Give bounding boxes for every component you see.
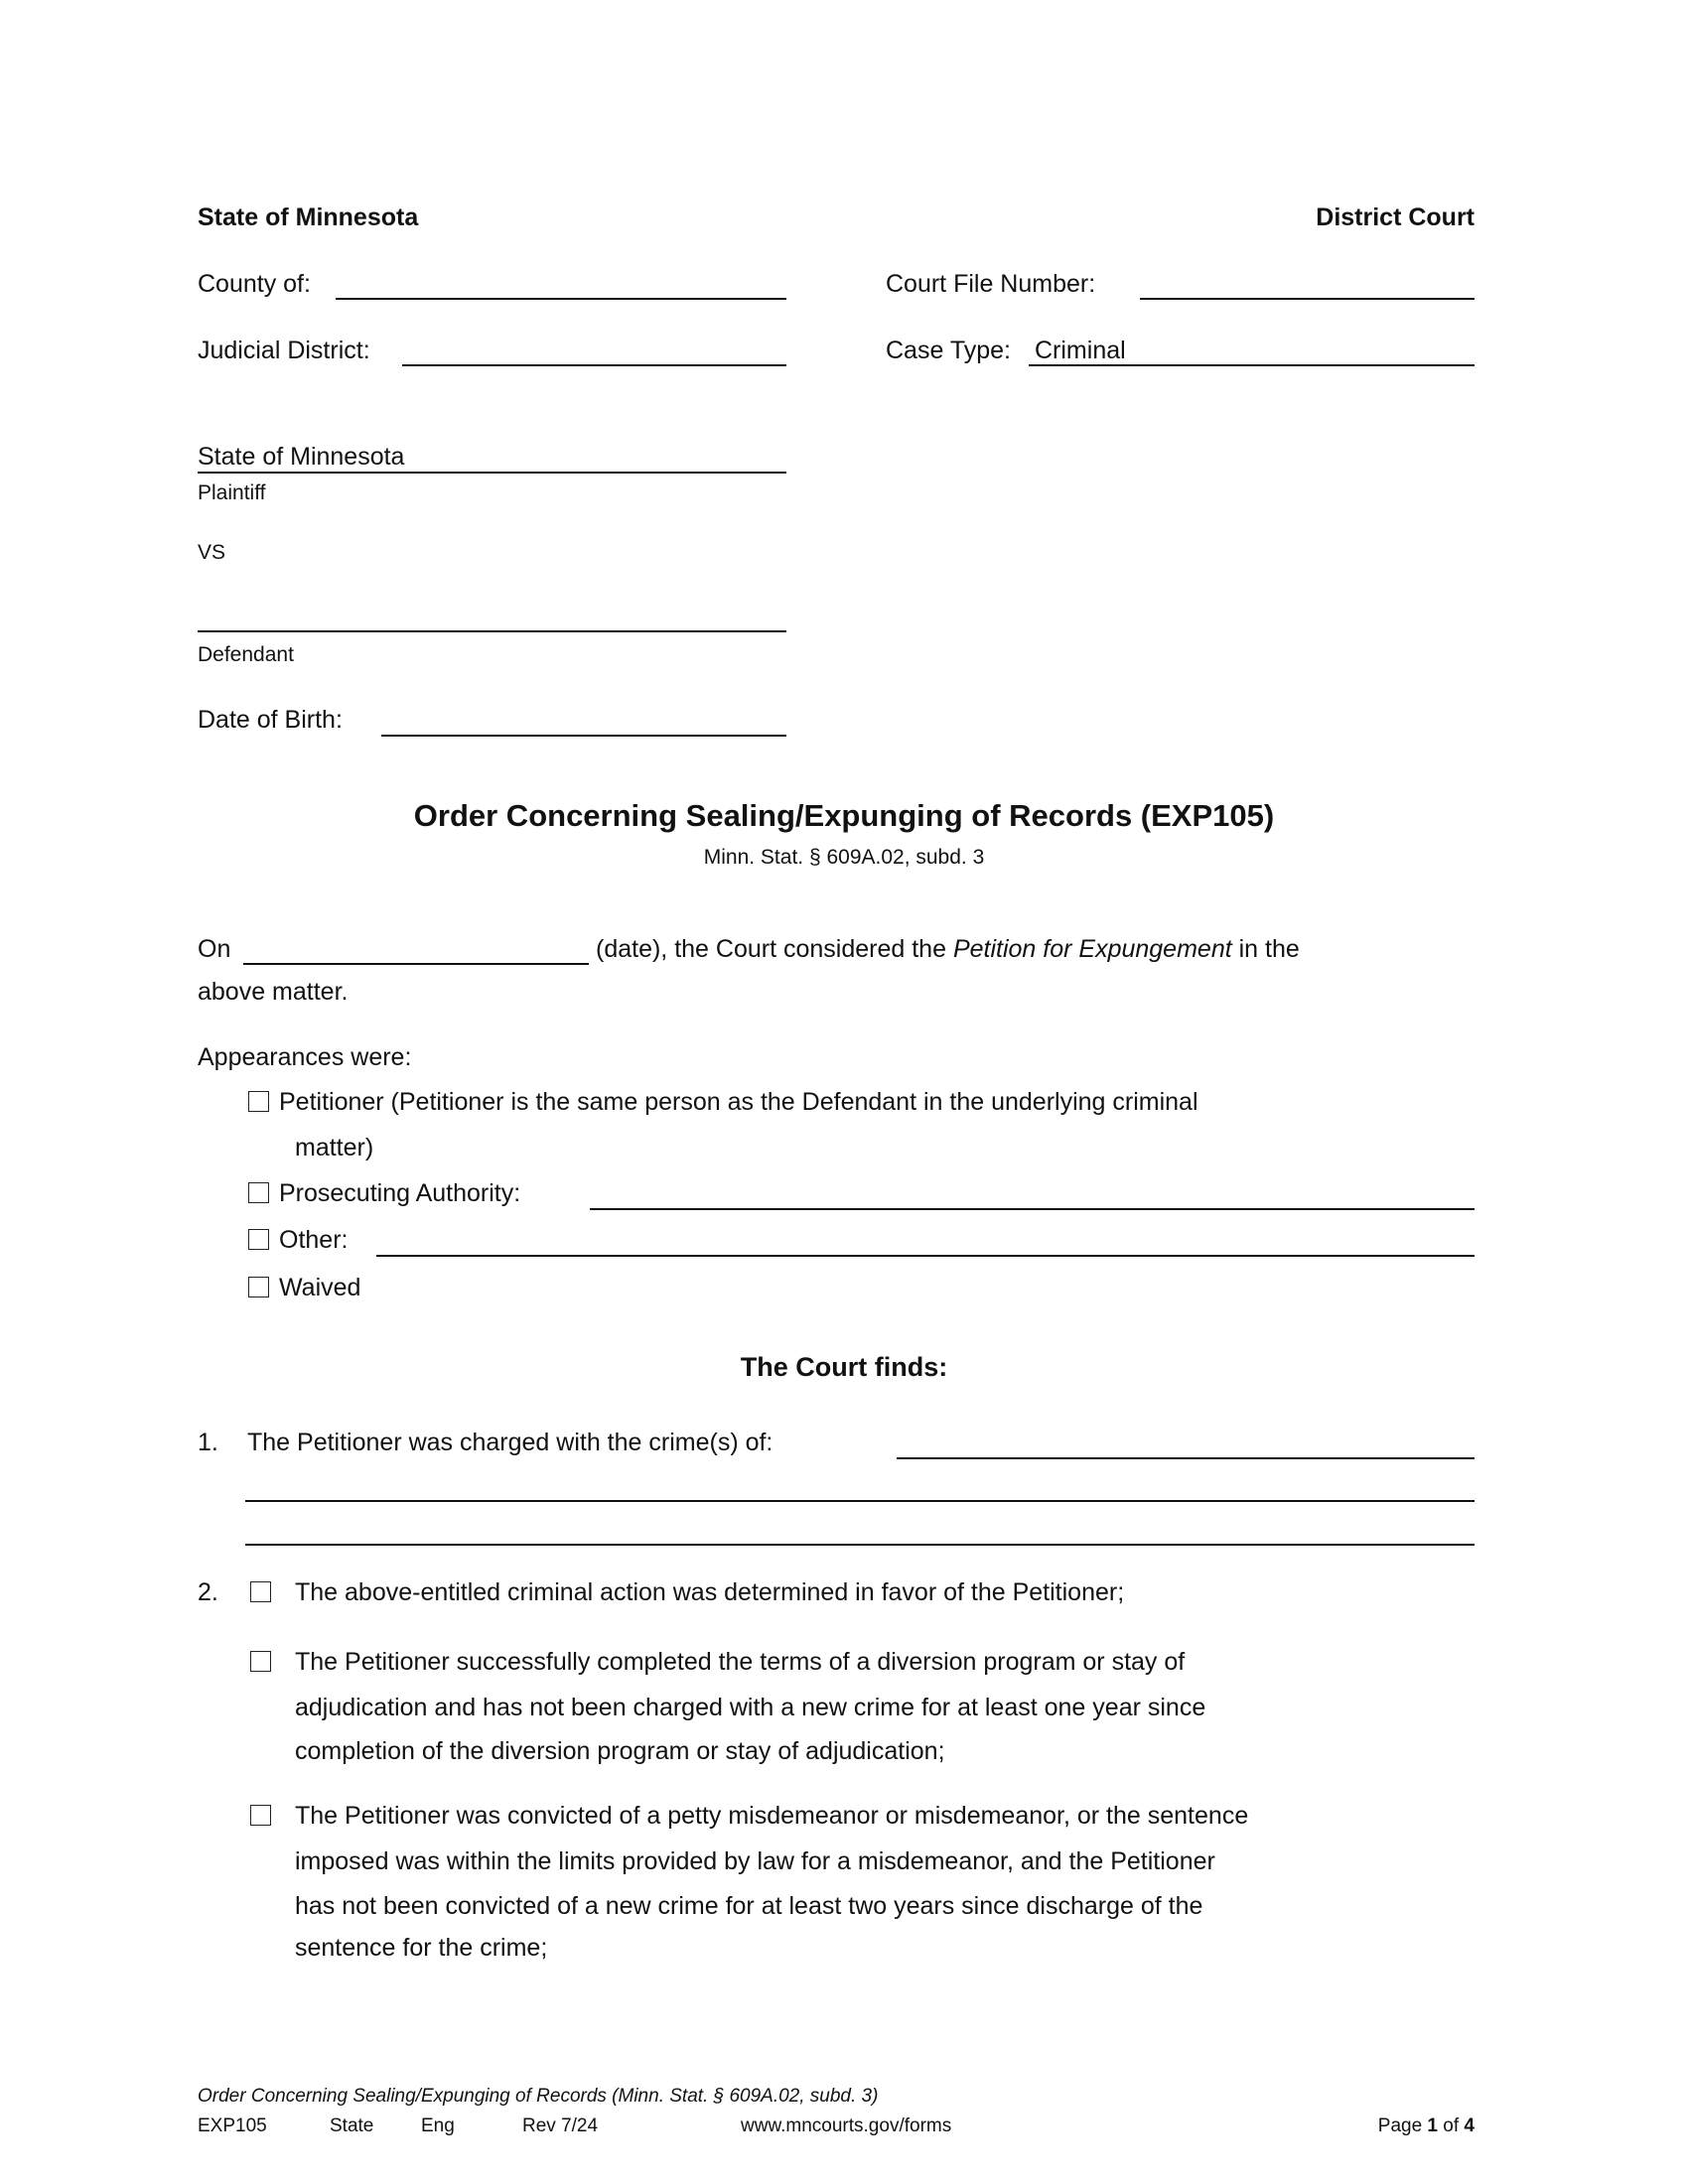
misdemeanor-line1: The Petitioner was convicted of a petty misdemeanor or misdemeanor, or the sentence <box>295 1802 1249 1830</box>
prosecuting-option[interactable]: Prosecuting Authority: <box>248 1178 520 1208</box>
judicial-district-field[interactable] <box>402 364 786 366</box>
plaintiff-field[interactable] <box>198 472 786 474</box>
footer-page-number: Page 1 of 4 <box>1377 2116 1475 2136</box>
date-field[interactable] <box>243 963 589 965</box>
statute-subtitle: Minn. Stat. § 609A.02, subd. 3 <box>703 846 985 869</box>
footer-title: Order Concerning Sealing/Expunging of Records (Minn. Stat. § 609A.02, subd. 3) <box>198 2086 879 2107</box>
footer-url[interactable]: www.mncourts.gov/forms <box>741 2116 952 2136</box>
prosecuting-checkbox[interactable] <box>248 1182 269 1203</box>
footer-state: State <box>330 2116 374 2136</box>
appearances-label: Appearances were: <box>198 1043 412 1071</box>
item1-text: The Petitioner was charged with the crime(s) of: <box>247 1429 774 1456</box>
favor-checkbox[interactable] <box>250 1581 271 1602</box>
other-option[interactable]: Other: <box>248 1225 348 1255</box>
case-type-label: Case Type: <box>886 337 1012 364</box>
dob-label: Date of Birth: <box>198 706 343 734</box>
plaintiff-label: Plaintiff <box>198 481 266 504</box>
other-checkbox[interactable] <box>248 1229 269 1250</box>
dob-field[interactable] <box>381 735 786 737</box>
waived-option[interactable]: Waived <box>248 1273 360 1302</box>
state-heading: State of Minnesota <box>198 204 419 231</box>
waived-checkbox[interactable] <box>248 1277 269 1297</box>
favor-option-text: The above-entitled criminal action was determined in favor of the Petitioner; <box>295 1578 1125 1606</box>
court-file-number-field[interactable] <box>1140 298 1475 300</box>
misdemeanor-line3: has not been convicted of a new crime for at least two years since discharge of the <box>295 1892 1203 1920</box>
footer-form-code: EXP105 <box>198 2116 267 2136</box>
misdemeanor-line4: sentence for the crime; <box>295 1934 548 1962</box>
footer-revision: Rev 7/24 <box>522 2116 599 2136</box>
item1-number: 1. <box>198 1429 218 1456</box>
diversion-line2: adjudication and has not been charged with a new crime for at least one year since <box>295 1694 1206 1721</box>
plaintiff-value: State of Minnesota <box>198 443 405 471</box>
vs-label: VS <box>198 541 226 564</box>
defendant-label: Defendant <box>198 643 294 666</box>
intro-text: (date), the Court considered the Petition for Expungement in the <box>596 935 1300 963</box>
defendant-field[interactable] <box>198 630 786 632</box>
crime-field-3[interactable] <box>245 1544 1475 1546</box>
on-label: On <box>198 935 231 963</box>
county-label: County of: <box>198 270 311 298</box>
judicial-district-label: Judicial District: <box>198 337 370 364</box>
court-heading: District Court <box>1316 204 1475 231</box>
petitioner-checkbox[interactable] <box>248 1091 269 1112</box>
diversion-checkbox[interactable] <box>250 1651 271 1672</box>
diversion-line1: The Petitioner successfully completed the terms of a diversion program or stay of <box>295 1648 1186 1676</box>
petitioner-option-line2: matter) <box>295 1134 374 1161</box>
diversion-line3: completion of the diversion program or stay of adjudication; <box>295 1737 945 1765</box>
other-field[interactable] <box>376 1255 1475 1257</box>
case-type-value: Criminal <box>1035 337 1126 364</box>
county-field[interactable] <box>336 298 786 300</box>
intro-line2: above matter. <box>198 978 349 1006</box>
item2-number: 2. <box>198 1578 218 1606</box>
page-title: Order Concerning Sealing/Expunging of Records (EXP105) <box>413 798 1275 833</box>
misdemeanor-line2: imposed was within the limits provided by law for a misdemeanor, and the Petitioner <box>295 1847 1215 1875</box>
petitioner-option[interactable]: Petitioner (Petitioner is the same person as the Defendant in the underlying criminal <box>248 1087 1198 1117</box>
findings-heading: The Court finds: <box>740 1352 948 1382</box>
prosecuting-field[interactable] <box>590 1208 1475 1210</box>
court-file-number-label: Court File Number: <box>886 270 1096 298</box>
crime-field-1[interactable] <box>897 1457 1475 1459</box>
misdemeanor-checkbox[interactable] <box>250 1805 271 1826</box>
crime-field-2[interactable] <box>245 1500 1475 1502</box>
footer-language: Eng <box>421 2116 455 2136</box>
